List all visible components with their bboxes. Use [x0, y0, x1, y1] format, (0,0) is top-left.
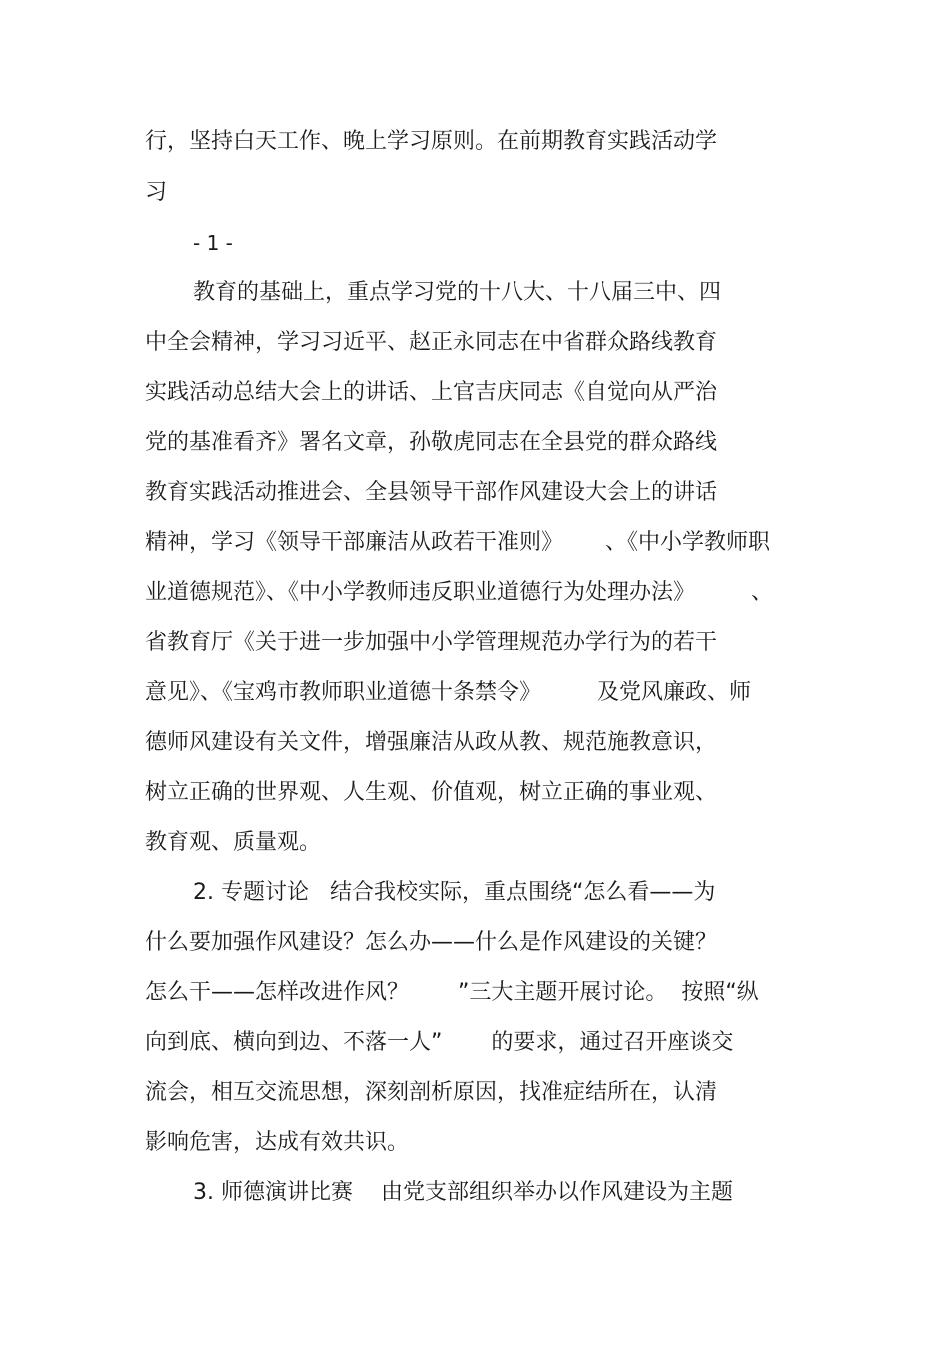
paragraph-line: 向到底、横向到边、不落一人” 的要求，通过召开座谈交 [145, 1030, 734, 1055]
paragraph-line: 树立正确的世界观、人生观、价值观，树立正确的事业观、 [145, 780, 718, 805]
paragraph-line: 2. 专题讨论 结合我校实际，重点围绕“怎么看——为 [193, 880, 716, 905]
paragraph-line: 教育的基础上，重点学习党的十八大、十八届三中、四 [193, 280, 722, 305]
paragraph-line: 怎么干——怎样改进作风？ ”三大主题开展讨论。 按照“纵 [145, 980, 759, 1005]
paragraph-line: 省教育厅《关于进一步加强中小学管理规范办学行为的若干 [145, 630, 718, 655]
paragraph-line: 德师风建设有关文件，增强廉洁从政从教、规范施教意识， [145, 730, 718, 755]
paragraph-line: 行，坚持白天工作、晚上学习原则。在前期教育实践活动学 [145, 129, 718, 154]
paragraph-line: 教育观、质量观。 [145, 830, 322, 855]
paragraph-line: 流会，相互交流思想，深刻剖析原因，找准症结所在，认清 [145, 1080, 718, 1105]
paragraph-line: 影响危害，达成有效共识。 [145, 1130, 410, 1155]
paragraph-line: 3. 师德演讲比赛 由党支部组织举办以作风建设为主题 [193, 1180, 733, 1205]
page-number: - 1 - [193, 231, 233, 255]
paragraph-line: 中全会精神，学习习近平、赵正永同志在中省群众路线教育 [145, 330, 718, 355]
paragraph-line: 什么要加强作风建设？怎么办——什么是作风建设的关键？ [145, 930, 718, 955]
paragraph-line: 实践活动总结大会上的讲话、上官吉庆同志《自觉向从严治 [145, 380, 718, 405]
paragraph-line: 党的基准看齐》署名文章，孙敬虎同志在全县党的群众路线 [145, 430, 718, 455]
paragraph-line: 业道德规范》、《中小学教师违反职业道德行为处理办法》 、 [145, 580, 773, 605]
paragraph-line: 教育实践活动推进会、全县领导干部作风建设大会上的讲话 [145, 480, 718, 505]
paragraph-line: 意见》、《宝鸡市教师职业道德十条禁令》 及党风廉政、师 [145, 680, 751, 705]
paragraph-line: 习 [145, 180, 168, 205]
paragraph-line: 精神，学习《领导干部廉洁从政若干准则》 、《中小学教师职 [145, 530, 770, 555]
